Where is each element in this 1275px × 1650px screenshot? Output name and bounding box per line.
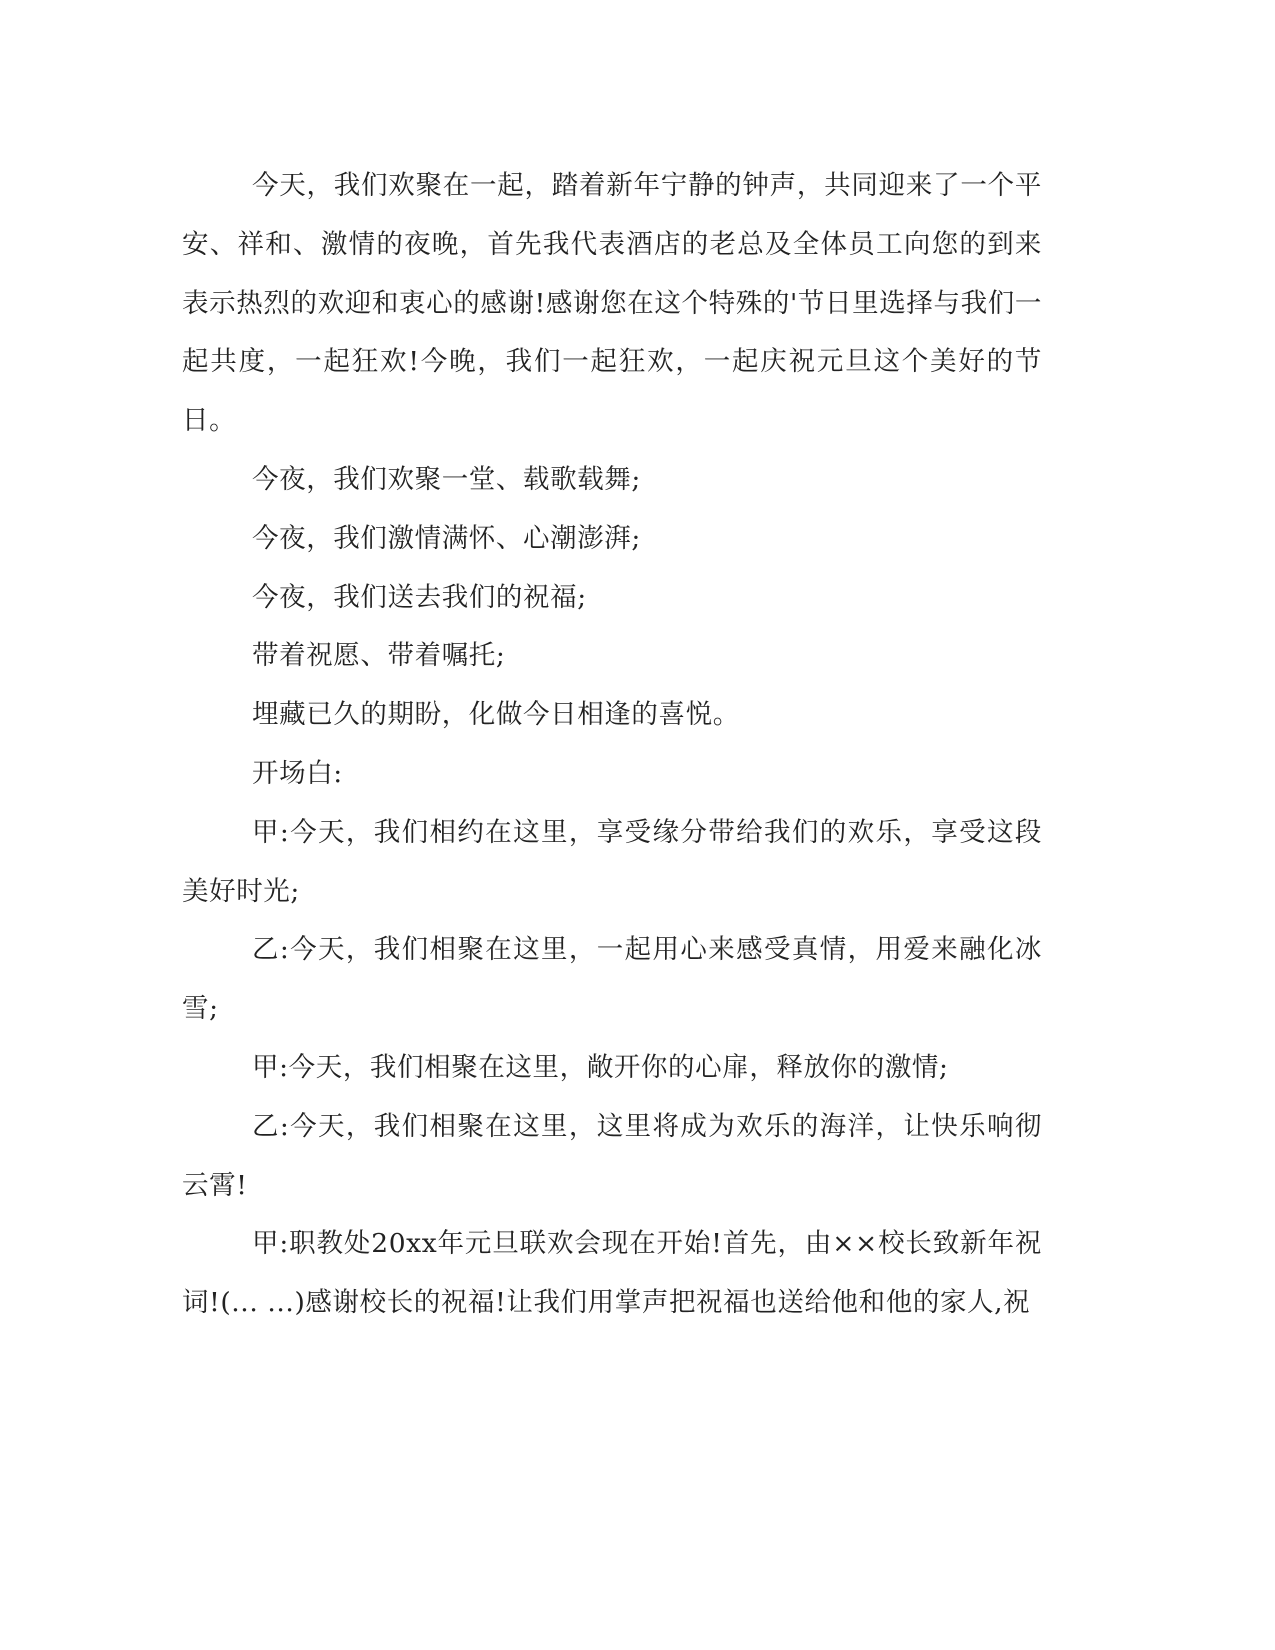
paragraph-dialogue-jia-1: 甲:今天，我们相约在这里，享受缘分带给我们的欢乐，享受这段美好时光; bbox=[182, 816, 1042, 907]
paragraph-opening-heading: 开场白: bbox=[252, 757, 343, 789]
paragraph-tonight-blessing: 今夜，我们送去我们的祝福; bbox=[252, 581, 587, 613]
document-body bbox=[182, 157, 1042, 1333]
paragraph-dialogue-jia-2: 甲:今天，我们相聚在这里，敞开你的心扉，释放你的激情; bbox=[252, 1051, 949, 1083]
paragraph-tonight-passion: 今夜，我们激情满怀、心潮澎湃; bbox=[252, 522, 641, 554]
paragraph-dialogue-yi-1: 乙:今天，我们相聚在这里，一起用心来感受真情，用爱来融化冰雪; bbox=[182, 934, 1042, 1025]
paragraph-dialogue-yi-2: 乙:今天，我们相聚在这里，这里将成为欢乐的海洋，让快乐响彻云霄! bbox=[182, 1110, 1042, 1201]
paragraph-dialogue-jia-3: 甲:职教处20xx年元旦联欢会现在开始!首先，由××校长致新年祝词!(... ...)感谢校长的祝福!让我们用掌声把祝福也送给他和他的家人,祝 bbox=[182, 1228, 1042, 1319]
paragraph-wishes: 带着祝愿、带着嘱托; bbox=[252, 640, 506, 672]
paragraph-longing: 埋藏已久的期盼，化做今日相逢的喜悦。 bbox=[252, 699, 740, 731]
paragraph-intro: 今天，我们欢聚在一起，踏着新年宁静的钟声，共同迎来了一个平安、祥和、激情的夜晚，首先我代表酒店的老总及全体员工向您的到来表示热烈的欢迎和衷心的感谢!感谢您在这个特殊的'节日里选择与我们一起共度，一起狂欢!今晚，我们一起狂欢，一起庆祝元旦这个美好的节日。 bbox=[182, 170, 1042, 437]
paragraph-tonight-gathering: 今夜，我们欢聚一堂、载歌载舞; bbox=[252, 463, 641, 495]
